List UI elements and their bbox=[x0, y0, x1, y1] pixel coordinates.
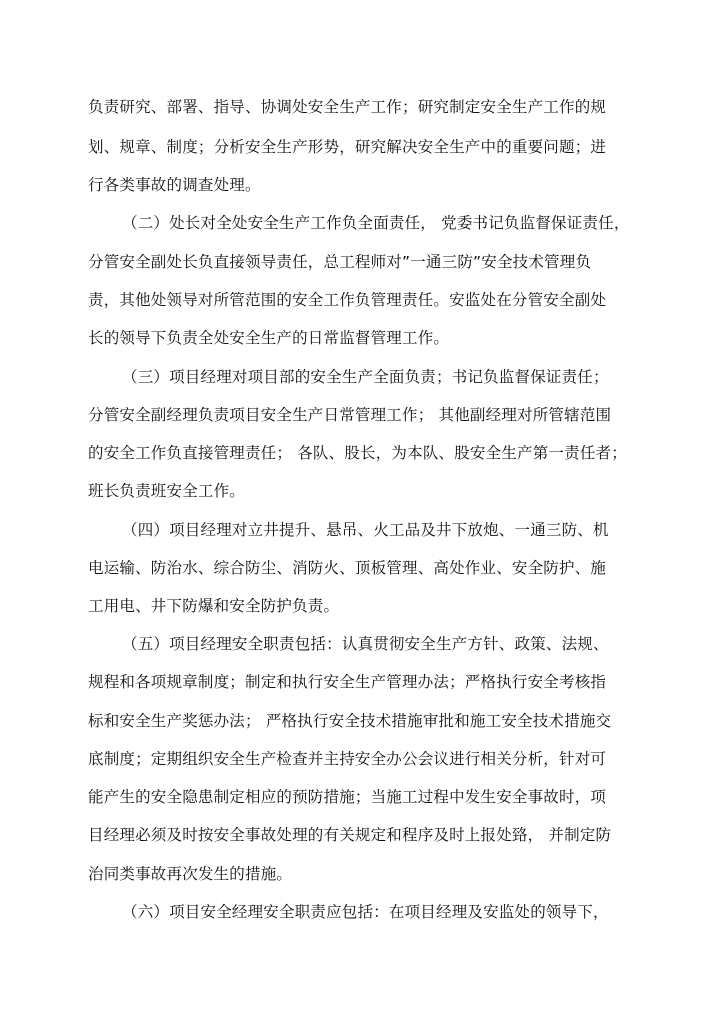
paragraph-heading-3: （三）项目经理对项目部的安全生产全面负责；书记负监督保证责任； bbox=[122, 368, 609, 386]
text-line: 行各类事故的调查处理。 bbox=[88, 176, 261, 194]
text-line: 能产生的安全隐患制定相应的预防措施；当施工过程中发生安全事故时，项 bbox=[88, 788, 607, 806]
text-line: 治同类事故再次发生的措施。 bbox=[88, 865, 293, 883]
paragraph-heading-6: （六）项目安全经理安全职责应包括：在项目经理及安监处的领导下， bbox=[122, 903, 609, 921]
text-line: 分管安全副经理负责项目安全生产日常管理工作； 其他副经理对所管辖范围 bbox=[88, 406, 612, 424]
text-line: 底制度；定期组织安全生产检查并主持安全办公会议进行相关分析，针对可 bbox=[88, 750, 607, 768]
text-line: 分管安全副处长负直接领导责任，总工程师对”一通三防”安全技术管理负 bbox=[88, 253, 592, 271]
text-line: 负责研究、部署、指导、协调处安全生产工作；研究制定安全生产工作的规 bbox=[88, 98, 607, 116]
text-line: 长的领导下负责全处安全生产的日常监督管理工作。 bbox=[88, 329, 450, 347]
paragraph-heading-5: （五）项目经理安全职责包括：认真贯彻安全生产方针、政策、法规、 bbox=[122, 635, 609, 653]
text-line: 责，其他处领导对所管范围的安全工作负管理责任。安监处在分管安全副处 bbox=[88, 291, 607, 309]
text-line: 电运输、防治水、综合防尘、消防火、顶板管理、高处作业、安全防护、施 bbox=[88, 559, 607, 577]
text-line: 标和安全生产奖惩办法； 严格执行安全技术措施审批和施工安全技术措施交 bbox=[88, 712, 612, 730]
paragraph-heading-4: （四）项目经理对立井提升、悬吊、火工品及井下放炮、一通三防、机 bbox=[122, 521, 609, 539]
text-line: 目经理必须及时按安全事故处理的有关规定和程序及时上报处臵， 并制定防 bbox=[88, 826, 612, 844]
text-line: 班长负责班安全工作。 bbox=[88, 482, 246, 500]
paragraph-heading-2: （二）处长对全处安全生产工作负全面责任， 党委书记负监督保证责任， bbox=[122, 214, 630, 232]
text-line: 规程和各项规章制度；制定和执行安全生产管理办法；严格执行安全考核指 bbox=[88, 673, 607, 691]
text-line: 工用电、井下防爆和安全防护负责。 bbox=[88, 597, 340, 615]
text-line: 划、规章、制度；分析安全生产形势，研究解决安全生产中的重要问题；进 bbox=[88, 138, 607, 156]
text-line: 的安全工作负直接管理责任； 各队、股长，为本队、股安全生产第一责任者； bbox=[88, 444, 627, 462]
